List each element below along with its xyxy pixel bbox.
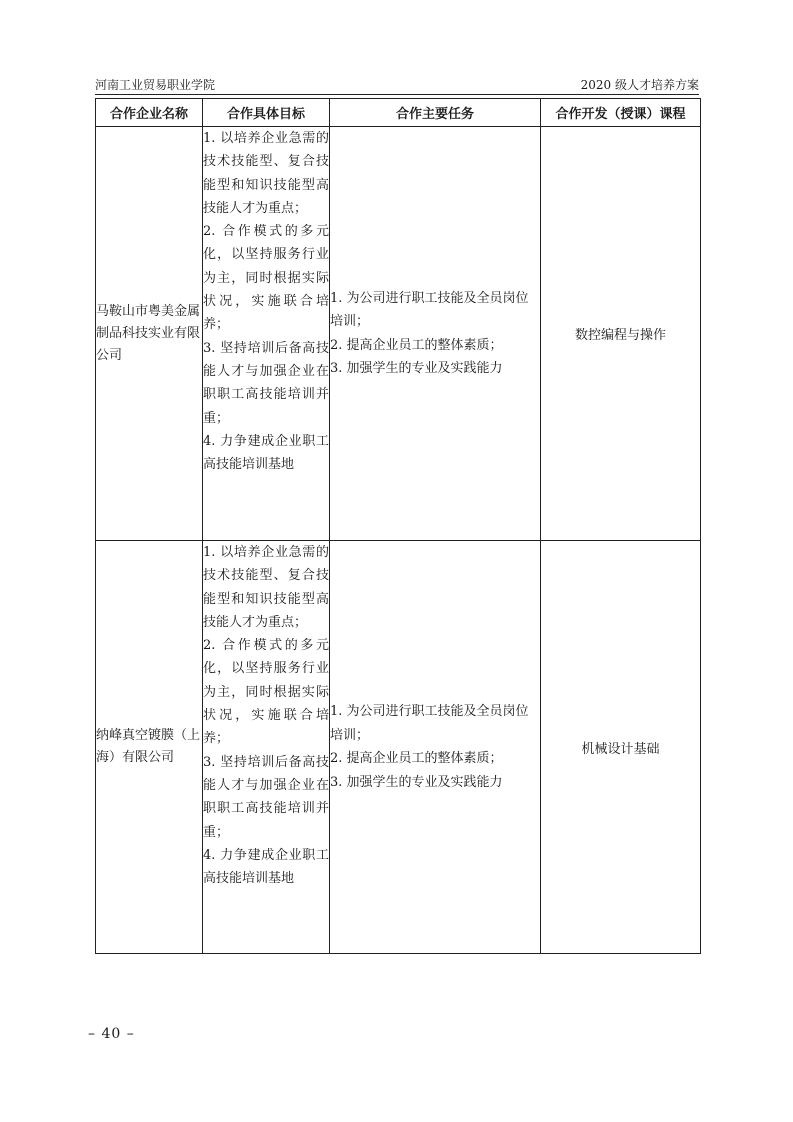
- page-number: – 40 –: [88, 1026, 135, 1042]
- company-cell: 纳峰真空镀膜（上海）有限公司: [96, 541, 203, 954]
- goal-item: 4. 力争建成企业职工高技能培训基地: [203, 433, 329, 473]
- task-item: 1. 为公司进行职工技能及全员岗位培训；: [330, 290, 529, 329]
- task-item: 3. 加强学生的专业及实践能力: [330, 774, 503, 790]
- goals-cell: [203, 541, 330, 954]
- col-header-company: 合作企业名称: [96, 99, 203, 127]
- tasks-cell: [330, 541, 541, 954]
- table-row: [96, 127, 701, 541]
- table-row: [96, 541, 701, 954]
- page-header: [95, 74, 699, 95]
- goal-item: 4. 力争建成企业职工高技能培训基地: [203, 847, 329, 887]
- header-institution: 河南工业贸易职业学院: [95, 78, 216, 92]
- goal-item: 3. 坚持培训后备高技能人才与加强企业在职职工高技能培训并重；: [203, 340, 329, 426]
- goals-cell: [203, 127, 330, 541]
- task-item: 1. 为公司进行职工技能及全员岗位培训；: [330, 704, 529, 743]
- task-item: 2. 提高企业员工的整体素质；: [330, 337, 503, 353]
- goal-item: 2. 合作模式的多元化，以坚持服务行业为主，同时根据实际状况，实施联合培养；: [203, 224, 329, 333]
- col-header-course: 合作开发（授课）课程: [541, 99, 701, 127]
- goal-item: 1. 以培养企业急需的技术技能型、复合技能型和知识技能型高技能人才为重点；: [203, 545, 329, 630]
- course-cell: 数控编程与操作: [541, 127, 701, 541]
- col-header-goals: 合作具体目标: [203, 99, 330, 127]
- task-item: 2. 提高企业员工的整体素质；: [330, 751, 503, 766]
- goal-item: 1. 以培养企业急需的技术技能型、复合技能型和知识技能型高技能人才为重点；: [203, 131, 329, 216]
- cooperation-table: [95, 98, 701, 954]
- table-header-row: [96, 99, 701, 127]
- header-document-title: 2020 级人才培养方案: [580, 78, 699, 92]
- goal-item: 3. 坚持培训后备高技能人才与加强企业在职职工高技能培训并重；: [203, 754, 329, 840]
- tasks-cell: [330, 127, 541, 541]
- goal-item: 2. 合作模式的多元化，以坚持服务行业为主，同时根据实际状况，实施联合培养；: [203, 638, 329, 747]
- col-header-tasks: 合作主要任务: [330, 99, 541, 127]
- course-cell: 机械设计基础: [541, 541, 701, 954]
- task-item: 3. 加强学生的专业及实践能力: [330, 361, 503, 376]
- company-cell: 马鞍山市粤美金属制品科技实业有限公司: [96, 127, 203, 541]
